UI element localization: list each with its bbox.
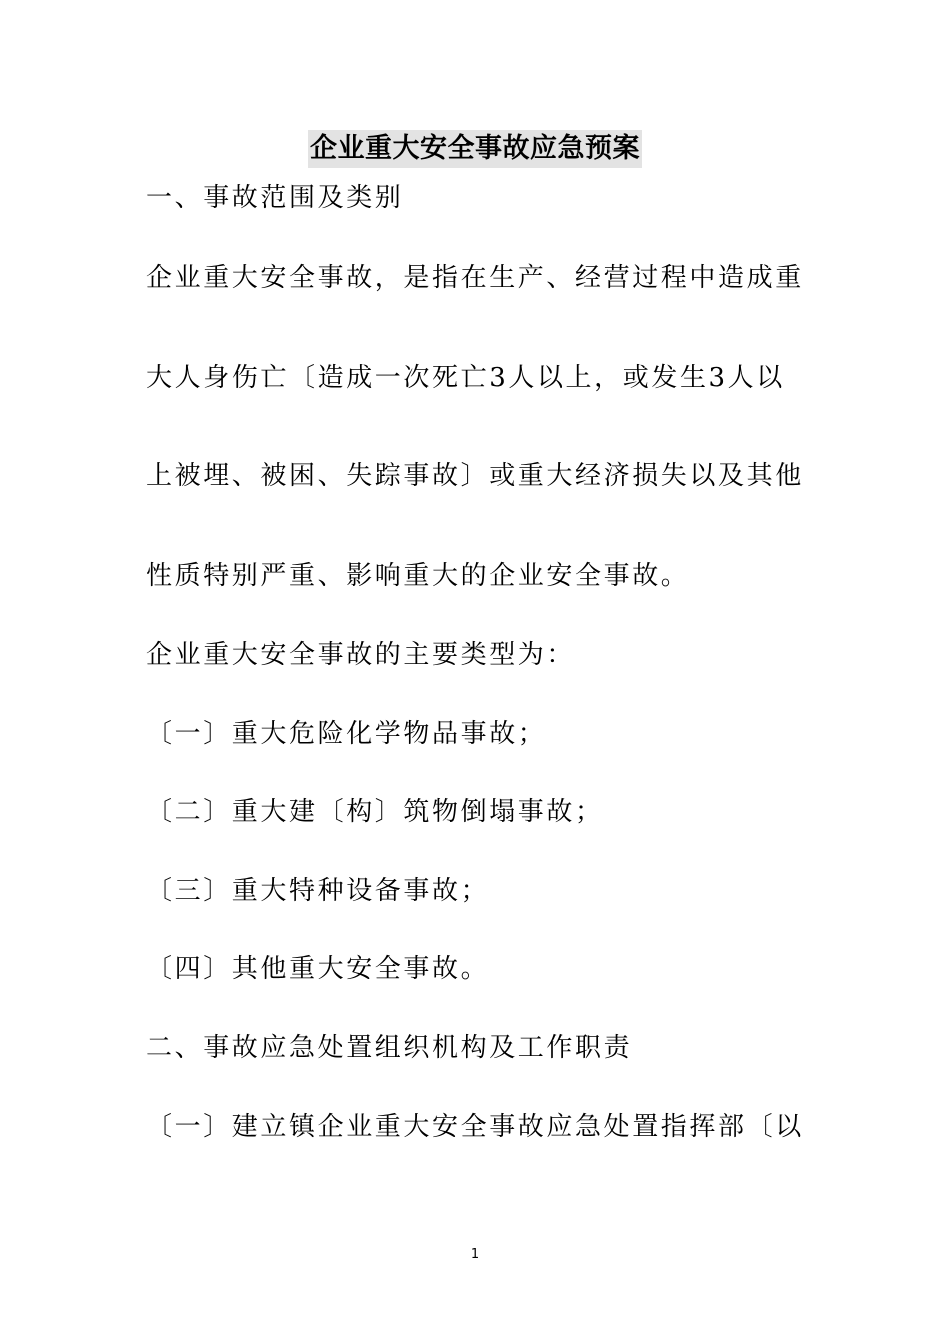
page-number: 1 bbox=[470, 1247, 480, 1262]
document-title: 企业重大安全事故应急预案 bbox=[308, 130, 642, 168]
paragraph-line-5: 企业重大安全事故的主要类型为： bbox=[146, 640, 576, 670]
paragraph-line-3: 上被埋、被困、失踪事故〕或重大经济损失以及其他 bbox=[146, 461, 804, 491]
list-item-2: 〔二〕重大建〔构〕筑物倒塌事故； bbox=[146, 797, 604, 827]
paragraph-line-4: 性质特别严重、影响重大的企业安全事故。 bbox=[146, 561, 690, 591]
list-item-4: 〔四〕其他重大安全事故。 bbox=[146, 954, 490, 984]
paragraph-line-2: 大人身伤亡〔造成一次死亡3人以上，或发生3人以 bbox=[146, 363, 785, 393]
title-container bbox=[0, 130, 950, 168]
section-heading-2: 二、事故应急处置组织机构及工作职责 bbox=[146, 1033, 633, 1063]
paragraph-line-6: 〔一〕建立镇企业重大安全事故应急处置指挥部〔以 bbox=[146, 1112, 804, 1142]
list-item-1: 〔一〕重大危险化学物品事故； bbox=[146, 719, 547, 749]
section-heading-1: 一、事故范围及类别 bbox=[146, 183, 404, 213]
paragraph-line-1: 企业重大安全事故，是指在生产、经营过程中造成重 bbox=[146, 263, 804, 293]
list-item-3: 〔三〕重大特种设备事故； bbox=[146, 876, 490, 906]
